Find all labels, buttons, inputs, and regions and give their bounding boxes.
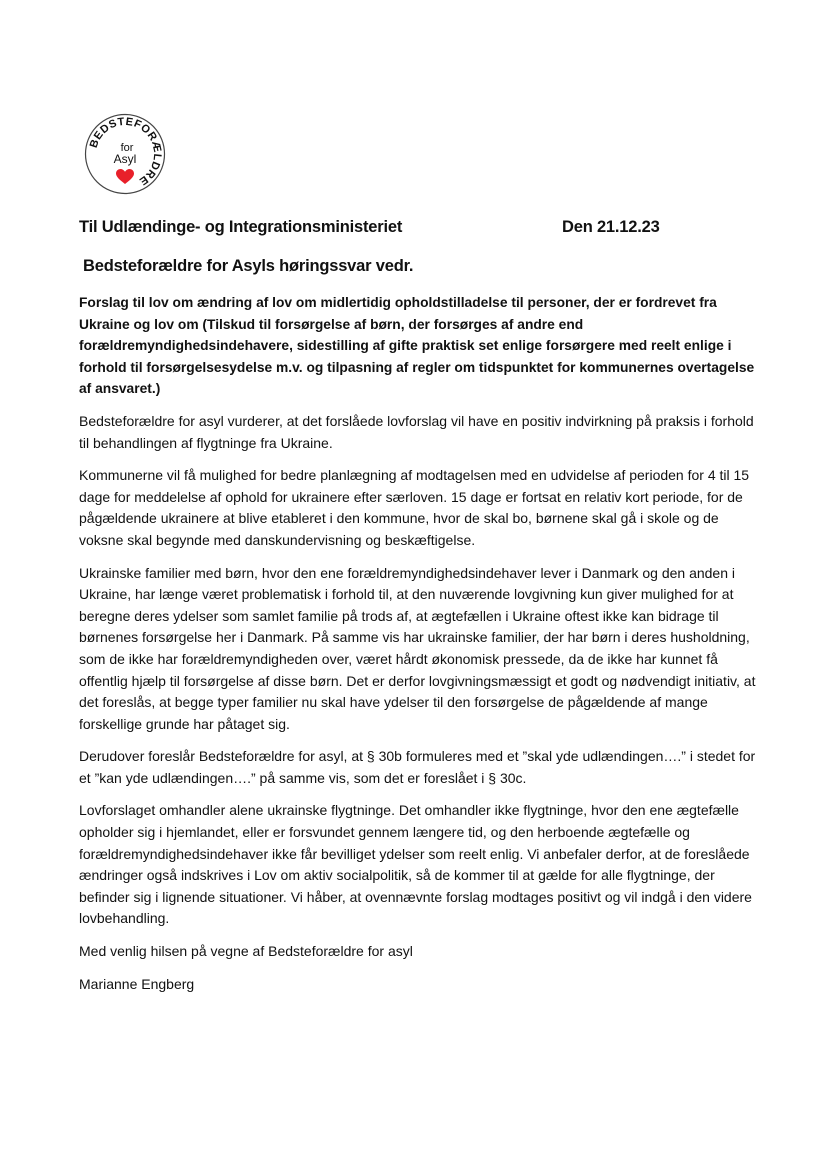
body-paragraph: Ukrainske familier med børn, hvor den ene forældremyndighedsindehaver lever i Danmark og den anden i Ukraine, har længe været problematisk i forhold til, at den nuværende lovgivning kun giver mulighed for at beregne deres ydelser som samlet familie på trods af, at ægtefællen i Ukraine oftest ikke kan bidrage til børnenes forsørgelse her i Danmark. På samme vis har ukrainske familier, der har børn i deres husholdning, som de ikke har forældremyndigheden over, været hårdt økonomisk pressede, da de ikke har kunnet få offentlig hjælp til forsørgelse af disse børn. Det er derfor lovgivningsmæssigt et godt og nødvendigt initiativ, at det foreslås, at begge typer familier nu skal have ydelser til den forsørgelse de pågældende af mange forskellige grunde har påtaget sig. — [79, 564, 756, 732]
body-paragraph: Lovforslaget omhandler alene ukrainske flygtninge. Det omhandler ikke flygtninge, hvor den ene ægtefælle opholder sig i hjemlandet, eller er forsvundet gennem længere tid, og den herboende ægtefælle og forældremyndighedsindehaver ikke får bevilliget ydelser som reelt enlig. Vi anbefaler derfor, at de foreslåede ændringer også indskrives i Lov om aktiv socialpolitik, så de kommer til at gælde for alle flygtninge, der befinder sig i lignende situationer. Vi håber, at ovennævnte forslag modtages positivt og vil indgå i den videre lovbehandling. — [79, 802, 752, 927]
letter-date: Den 21.12.23 — [562, 218, 660, 236]
subject-line: Forslag til lov om ændring af lov om midlertidig opholdstilladelse til personer, der er fordrevet fra Ukraine og lov om (Tilskud til forsørgelse af børn, der forsørges af andre end forældremyndighedsindehavere, sidestilling af gifte praktisk set enlige forsørgere med reelt enlige i forhold til forsørgelsesydelse m.v. og tilpasning af regler om tidspunktet for kommunernes overtagelse af ansvaret.) — [79, 295, 755, 397]
logo-seal — [84, 113, 166, 195]
body-paragraph: Derudover foreslår Bedsteforældre for asyl, at § 30b formuleres med et ”skal yde udlændingen….” i stedet for et ”kan yde udlændingen….” på samme vis, som det er foreslået i § 30c. — [79, 748, 756, 786]
document-title: Bedsteforældre for Asyls høringssvar vedr. — [83, 257, 414, 275]
organization-logo — [84, 113, 166, 195]
closing-line: Med venlig hilsen på vegne af Bedsteforældre for asyl — [79, 943, 413, 960]
logo-center-line2: Asyl — [113, 152, 137, 166]
recipient: Til Udlændinge- og Integrationsministeriet — [79, 218, 403, 236]
signature: Marianne Engberg — [79, 975, 195, 992]
letter-body — [79, 292, 761, 1006]
body-paragraph: Kommunerne vil få mulighed for bedre planlægning af modtagelsen med en udvidelse af perioden for 4 til 15 dage for meddelelse af ophold for ukrainere efter særloven. 15 dage er fortsat en relativ kort periode, for de pågældende ukrainere at blive etableret i den kommune, hvor de skal bo, børnene skal gå i skole og de voksne skal begynde med danskundervisning og beskæftigelse. — [79, 467, 750, 548]
body-paragraph: Bedsteforældre for asyl vurderer, at det forslåede lovforslag vil have en positiv indvirkning på praksis i forhold til behandlingen af flygtninge fra Ukraine. — [79, 412, 754, 451]
logo-center-line1: for — [120, 142, 134, 154]
logo-ring-text: BEDSTEFORÆLDRE — [87, 115, 164, 188]
